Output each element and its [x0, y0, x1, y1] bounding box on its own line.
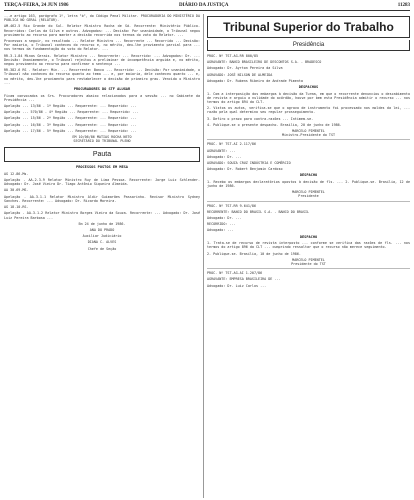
process-meta: AGRAVADO: SOUZA CRUZ INDÚSTRIA E COMÉRCIO: [207, 160, 291, 165]
page-header: [4, 2, 410, 11]
paragraph: ...e artigo 163, parágrafo 1º, letra "b", do Código Penal Militar. PROCURADORIA DO MINISTÉRIO DA PÚBLICA NO GERAL (RELATOR).: [4, 14, 203, 23]
header-journal: DIÁRIO DA JUSTIÇA: [179, 3, 229, 8]
closing-date: Em 24 de junho de 1986.: [78, 221, 126, 226]
paragraph: Apelação ... 17/86 - 5ª Região ... Requerente: ... Requerido: ...: [4, 128, 137, 133]
process-meta: Advogado: Dr. ...: [207, 154, 242, 159]
paragraph: 1. Recebo os embargos declaratórios opostos à decisão de fls. ... 2. Publique-se. Brasília, 12 de junho de 1986.: [207, 179, 413, 189]
divider: [207, 201, 410, 202]
process-meta: AGRAVANTE: EMPRESA BRASILEIRA DE ...: [207, 277, 281, 282]
process-meta: Advogado: Dr. Rubens Ribeiro de Andrade Pimenta: [207, 78, 303, 83]
section-heading: DESPACHO: [299, 234, 318, 239]
pauta-section-title: Pauta: [4, 147, 200, 162]
process-meta: Advogado: Dr. ...: [207, 216, 242, 221]
header-date: TERÇA-FEIRA, 24 JUN 1986: [4, 3, 69, 8]
paragraph: 4. Publique-se o presente despacho. Brasília, 20 de junho de 1986.: [207, 122, 342, 127]
signature-name: DIANA C. ALVES: [87, 240, 117, 245]
paragraph: AM-462.5 Rio Grande do Sul. Relator Ministro Rocha de Sá. Recorrente: Ministério Público. Recorridos: Carlos da Silva e outros. Advogados: ... Decisão: Por unanimidade, o Tribunal negou provimento ao recurso para manter a decisão recorrida nos termos do voto do Relator. ...: [4, 24, 203, 37]
pauta-item: AG 12.86-Ms.: [4, 171, 29, 176]
section-heading: DESPACHO: [299, 173, 318, 178]
paragraph: Processos a seguir, no resultado ... Relator Ministro ... Recorrente ... Recorrido ... Decisão: Por maioria, o Tribunal conheceu do recurso e, no mérito, deu-lhe provimento parcial para ... nos termos da fundamentação do voto do Relator. ...: [4, 39, 203, 52]
process-meta: AGRAVANTE: BANCO BRASILEIRO DE DESCONTOS S.A. - BRADESCO: [207, 60, 322, 65]
paragraph: 2. Publique-se. Brasília, 10 de junho de 1986.: [207, 251, 301, 256]
signature-note: EM 10/06/86 MATIAS ROCHA NETO SECRETÁRIO DO TRIBUNAL PLENO: [72, 134, 132, 144]
pauta-item: AG 18.10-RS.: [4, 205, 29, 210]
signature-role: Auxiliar Judiciário: [82, 234, 122, 239]
signature-note: MARCELO PIMENTEL Presidente: [292, 190, 325, 199]
pauta-subtitle: PROCESSOS POSTOS EM MESA: [76, 165, 128, 170]
divider: [207, 268, 410, 269]
paragraph: RR-382.6 RS - Relator: Min. ... Recorrente: Banco ... Recorrido: ... Decisão: Por unanimidade, o Tribunal não conheceu do recurso quanto ao tema ... e, por maioria, dele conheceu quanto ... e, no mérito, deu-lhe provimento para restabelecer a decisão de primeiro grau. Vencido o Ministro ...: [4, 68, 203, 85]
court-title: Tribunal Superior do Trabalho: [207, 16, 410, 38]
paragraph: Apelação ... 16/86 - 3ª Região ... Requerente: ... Requerido: ...: [4, 122, 137, 127]
signature-name: ANA DO PRADO: [89, 227, 115, 232]
process-meta: Advogado: ...: [207, 228, 234, 233]
process-meta: Advogado: Dr. Robert Benjamin Cardoso: [207, 167, 283, 172]
section-heading: PROCURADORES DO STF ALUGAR: [73, 87, 131, 92]
pauta-item: Apelação - AA-3.1-1 Relator Ministro Aldir Guimarães Passarinho. Revisor Ministro Sydney Sanches. Recorrente: ... Advogado: Dr. Ricardo Moreira.: [4, 194, 203, 203]
signature-note: MARCELO PIMENTEL Ministro-Presidente do TST: [281, 128, 336, 138]
paragraph: RR-3.1-84 Minas Gerais. Relator Ministro ... Recorrente: ... Recorrido: ... Advogados: Dr. ... Decisão: Unanimemente, o Tribunal rejeitou a preliminar de incompetência arguida e, no mérito, negou provimento ao recurso para confirmar a sentença ...: [4, 53, 203, 67]
pauta-item: AA 30.69-MS.: [4, 188, 29, 193]
process-meta: PROC. Nº TST-AI 2.117/86: [207, 142, 256, 147]
divider: [207, 139, 410, 140]
paragraph: Apelação ... 15/86 - 2ª Região ... Requerente: ... Requerido: ...: [4, 116, 137, 121]
process-meta: AGRAVANTE: ...: [207, 148, 236, 153]
paragraph: 3. Defiro o prazo para contra-razões ... Intimem-se.: [207, 116, 314, 121]
process-meta: RECORRIDO: ...: [207, 222, 236, 227]
process-meta: RECORRENTE: BANCO DO BRASIL S.A. - BANCO DO BRASIL: [207, 209, 310, 214]
right-column: [207, 14, 413, 498]
pauta-item: Apelação - AA-3.1-2 Relator Ministro Borges Vieira da Souza. Recorrente: ... Advogado: Dr. José Luiz Pereira Barbosa ...: [4, 211, 203, 220]
paragraph: Apelação ... 570/86 - 4ª Região ... Requerente: ... Requerido: ...: [4, 110, 139, 115]
header-page-number: 11283: [397, 3, 410, 8]
paragraph: Apelação ... 13/86 - 1ª Região ... Requerente: ... Requerido: ...: [4, 103, 137, 108]
process-meta: AGRAVADO: JOSÉ NILSON DE ALMEIDA: [207, 72, 273, 77]
signature-note: MARCELO PIMENTEL Presidente do TST: [291, 257, 326, 266]
section-heading: DESPACHOS: [298, 85, 319, 90]
paragraph: 1. Trata-se de recurso de revista interposto ... conforme se verifica das razões de fls. ... nos termos do artigo 896 da CLT ... cumprindo ressaltar que o recurso não merece seguimento.: [207, 241, 413, 250]
pauta-item: Apelação - AA-2.3-9 Relator Ministro Ruy de Lima Pessoa. Recorrente: Jorge Luiz Schlender. Advogado: Dr. José Vieira Dr. Tiago Antônio Siqueira Almeida.: [4, 178, 203, 187]
process-meta: PROC. Nº TST-RR 9.641/86: [207, 203, 256, 208]
process-meta: PROC. Nº TST-AG-AI 1.207/86: [207, 271, 263, 276]
signature-role: Chefe de Seção: [87, 246, 117, 251]
paragraph: 1. Com a interposição dos embargos à decisão da Turma, em que o recorrente denunciou o descabimento de revista e arguiu a nulidade do acórdão, houve por bem esta Presidência admitir o recurso ... nos termos do artigo 894 da CLT.: [207, 91, 413, 104]
process-meta: Advogado: Dr. Ayrton Pereira da Silva: [207, 66, 283, 71]
paragraph: 2. Vistos os autos, verifica-se que o agravo de instrumento foi processado nos moldes da lei, ... razão pela qual determino seu regular prosseguimento.: [207, 106, 413, 115]
process-meta: PROC. Nº TST-AG-RR 800/85: [207, 54, 259, 58]
column-divider: [203, 14, 204, 498]
process-meta: Advogado: Dr. Luiz Carlos ...: [207, 283, 267, 288]
court-section-title: Presidência: [207, 40, 410, 51]
paragraph: Ficam convocados os Srs. Procuradores abaixo relacionados para a sessão ... no Gabinete da Presidência ...: [4, 93, 203, 102]
left-column: [4, 14, 203, 498]
